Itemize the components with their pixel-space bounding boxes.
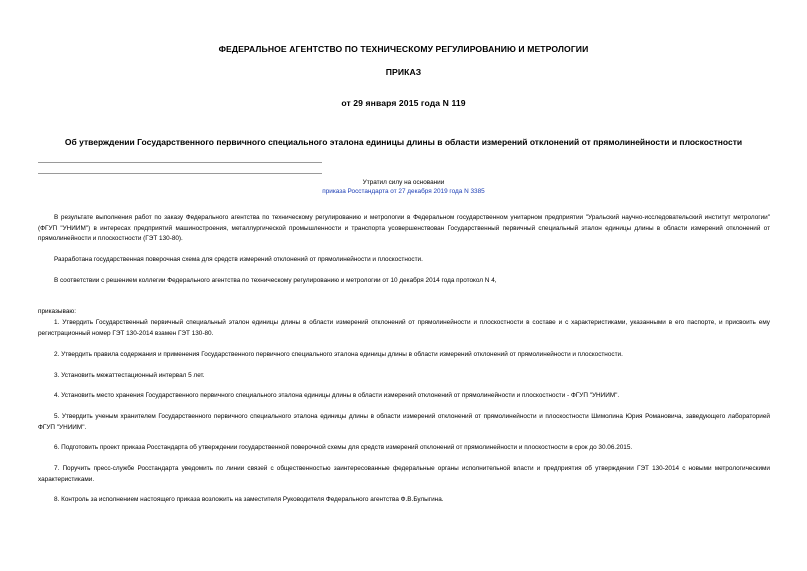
order-item-text: 4. Установить место хранения Государственного первичного специального эталона единицы длины в области измерений отклонений от прямолинейности и плоскостности - ФГУП "УНИИМ".: [54, 392, 620, 399]
order-item-6: [38, 443, 770, 454]
agency-name: ФЕДЕРАЛЬНОЕ АГЕНТСТВО ПО ТЕХНИЧЕСКОМУ РЕГУЛИРОВАНИЮ И МЕТРОЛОГИИ: [218, 44, 589, 54]
order-item-text: 2. Утвердить правила содержания и применения Государственного первичного специального эталона единицы длины в области измерений отклонений от прямолинейности и плоскостности.: [54, 351, 623, 358]
paragraph: В результате выполнения работ по заказу Федерального агентства по техническому регулированию и метрологии в Федеральном государственном унитарном предприятии "Уральский научно-исследовательский институт метрологии" (ФГУП "УНИИМ") в интересах предприятий машиностроения, металлургической промышленности и транспорта усовершенствован Государственный первичный специальный эталон единицы длины в области измерений отклонений от прямолинейности и плоскостности (ГЭТ 130-80).: [38, 214, 770, 242]
order-item-2: [38, 350, 770, 361]
paragraph: Разработана государственная поверочная схема для средств измерений отклонений от прямолинейности и плоскостности.: [54, 256, 423, 263]
repeal-order-link[interactable]: приказа Росстандарта от 27 декабря 2019 года N 3385: [322, 188, 485, 195]
order-item-text: 3. Установить межаттестационный интервал 5 лет.: [54, 372, 205, 379]
order-item-1: [38, 318, 770, 339]
order-item-7: [38, 464, 770, 485]
order-item-5: [38, 412, 770, 433]
paragraph-scheme: [38, 255, 770, 266]
document-date: от 29 января 2015 года N 119: [341, 98, 466, 108]
paragraph-basis: [38, 276, 770, 287]
order-item-3: [38, 371, 770, 382]
divider-line: [38, 173, 322, 174]
order-item-text: 7. Поручить пресс-службе Росстандарта уведомить по линии связей с общественностью заинтересованные федеральные органы исполнительной власти и предприятия об утверждении ГЭТ 130-2014 с новыми метрологическими характеристиками.: [38, 465, 770, 483]
order-item-text: 1. Утвердить Государственный первичный специальный эталон единицы длины в области измерений отклонений от прямолинейности и плоскостности в составе и с характеристиками, указанными в его паспорте, и присвоить ему регистрационный номер ГЭТ 130-2014 взамен ГЭТ 130-80.: [38, 319, 770, 337]
document-title: Об утверждении Государственного первичного специального эталона единицы длины в области измерений отклонений от прямолинейности и плоскостности: [64, 137, 743, 147]
order-item-8: [38, 495, 770, 506]
document-type: ПРИКАЗ: [385, 67, 422, 77]
paragraph-intro: [38, 213, 770, 245]
repeal-notice-link-line: [0, 187, 807, 197]
order-item-4: [38, 391, 770, 402]
order-word: [38, 307, 770, 318]
order-item-text: 5. Утвердить ученым хранителем Государственного первичного специального эталона единицы длины в области измерений отклонений от прямолинейности и плоскостности Шимолина Юрия Романовича, заведующего лабораторией ФГУП "УНИИМ".: [38, 413, 770, 431]
order-item-text: 6. Подготовить проект приказа Росстандарта об утверждении государственной поверочной схемы для средств измерений отклонений от прямолинейности и плоскостности в срок до 30.06.2015.: [54, 444, 633, 451]
paragraph: В соответствии с решением коллегии Федерального агентства по техническому регулированию и метрологии от 10 декабря 2014 года протокол N 4,: [54, 277, 497, 284]
order-item-text: 8. Контроль за исполнением настоящего приказа возложить на заместителя Руководителя Федерального агентства Ф.В.Булыгина.: [54, 496, 444, 503]
repeal-notice: Утратил силу на основании: [362, 179, 445, 186]
divider-line: [38, 162, 322, 163]
order-word-text: приказываю:: [38, 308, 76, 315]
